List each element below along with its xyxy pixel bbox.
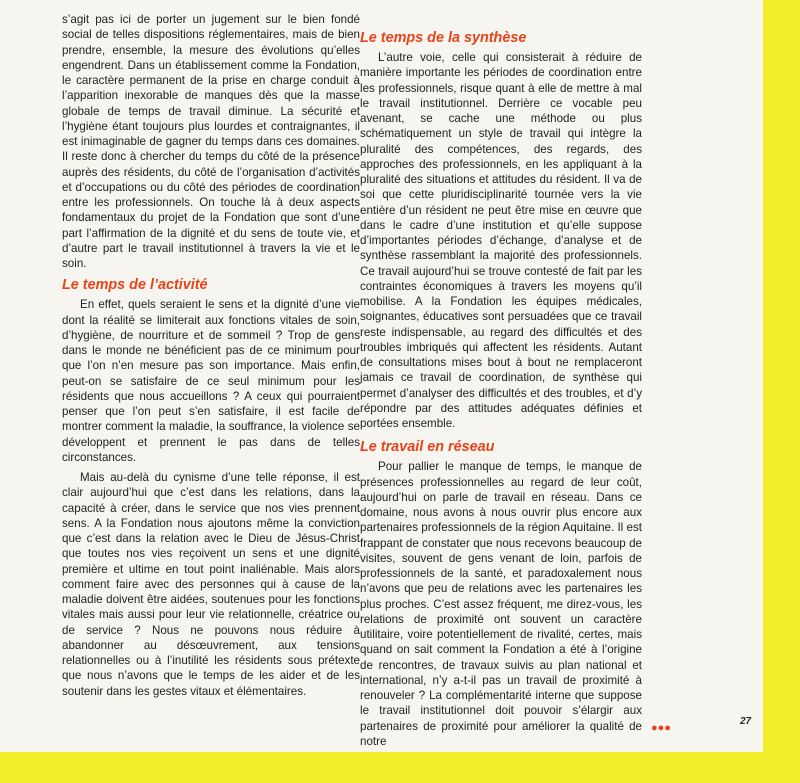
left-column [62, 12, 360, 699]
heading-temps-activite: Le temps de l’activité [62, 277, 208, 294]
page-number: 27 [740, 716, 752, 727]
left-paragraph-3: Mais au-delà du cynisme d’une telle réponse, il est clair aujourd’hui que c’est dans les relations, dans la capacité à créer, dans le service que nos vies prennent sens. A la Fondation nous ajoutons même la conviction que c’est dans la relation avec le Dieu de Jésus-Christ que toutes nos vies reçoivent un sens et une dignité première et ultime en tout point inaliénable. Mais alors comment faire avec des personnes qui à cause de la maladie doivent être aidées, soutenues pour les fonctions vitales mais aussi pour leur vie relationnelle, créatrice ou de service ? Nous ne pouvons nous réduire à abandonner au désœuvrement, aux tensions relationnelles ou à l’inutilité les résidents sous prétexte que nous n’avons que le temps de les aider et de les soutenir dans les gestes vitaux et élémentaires. [62, 471, 360, 698]
left-paragraph-2: En effet, quels seraient le sens et la dignité d’une vie dont la réalité se limiterait aux fonctions vitales de soin, d’hygiène, de nourriture et de sommeil ? Trop de gens dans le monde ne bénéficient pas de ce minimum pour que l’on n’en mesure pas son importance. Mais enfin, peut-on se satisfaire de ce seul minimum pour les résidents que nous accueillons ? A ceux qui pourraient penser que l’on peut s’en satisfaire, il est facile de montrer comment la maladie, la souffrance, la violence se développent et prennent le pas dans de telles circonstances. [62, 298, 360, 464]
right-paragraph-1: L’autre voie, celle qui consisterait à réduire de manière importante les périodes de coordination entre les professionnels, risque quant à elle de mettre à mal le travail institutionnel. Derrière ce vocable peu avenant, se cache une méthode ou plus schématiquement un style de travail qui intègre la pluralité des compétences, des regards, des approches des professionnels, en les appliquant à la pluralité des situations et attitudes du résident. Il va de soi que cette pluridisciplinarité tournée vers la vie entière d’un résident ne peut être mise en œuvre que dans le cadre d’une institution et qu’elle suppose d’importantes périodes d’échange, d’analyse et de synthèse rassemblant la majorité des professionnels. Ce travail aujourd’hui se trouve contesté de fait par les contraintes économiques à travers les moyens qu’il mobilise. A la Fondation les équipes médicales, soignantes, éducatives sont persuadées que ce travail reste indispensable, au regard des difficultés et des troubles imbriqués qui affectent les résidents. Autant de consultations mises bout à bout ne remplaceront jamais ce travail de coordination, de synthèse qui permet d’analyser des difficultés et des troubles, et d’y répondre par des attitudes adéquates définies et portées ensemble. [360, 51, 642, 430]
heading-travail-reseau: Le travail en réseau [360, 439, 495, 456]
yellow-bottom-band [0, 752, 800, 783]
yellow-side-band [763, 0, 800, 783]
heading-temps-synthese: Le temps de la synthèse [360, 30, 527, 46]
left-paragraph-1: s’agit pas ici de porter un jugement sur le bien fondé social de telles dispositions réglementaires, mais de bien prendre, ensemble, la mesure des évolutions qu’elles engendrent. Dans un établissement comme la Fondation, le caractère permanent de la prise en charge conduit à l’apparition inexorable de manques dès que la masse globale de temps de travail diminue. La sécurité et l’hygiène étant toujours plus lourdes et contraignantes, il est inimaginable de gagner du temps dans ces domaines. Il reste donc à chercher du temps du côté de la présence auprès des résidents, du côté de l’organisation d’activités et d’occupations ou du côté des périodes de coordination entre les professionnels. On touche là à deux aspects fondamentaux du projet de la Fondation que sont d’une part l’affirmation de la dignité et du sens de toute vie, et d’autre part le travail institutionnel à travers la vie et le soin. [62, 13, 360, 270]
right-column [360, 22, 642, 749]
decorative-dots: ●●● [651, 722, 671, 734]
right-paragraph-2: Pour pallier le manque de temps, le manque de présences professionnelles au regard de leur coût, aujourd’hui on parle de travail en réseau. Dans ce domaine, nous avons à nous ouvrir plus encore aux partenaires professionnels de la région Aquitaine. Il est frappant de constater que nous recevons beaucoup de visites, souvent de gens venant de loin, parfois de professionnels de la santé, et paradoxalement nous n’avons que peu de relations avec les partenaires les plus proches. C’est assez fréquent, me direz-vous, les relations de proximité ont souvent un caractère utilitaire, voire potentiellement de rivalité, certes, mais quand on sait comment la Fondation a été à l’origine de rencontres, de travaux suivis au plan national et international, n’y a-t-il pas un travail de proximité à renouveler ? La complémentarité interne que suppose le travail institutionnel doit pouvoir s’élargir aux partenaires de proximité pour améliorer la qualité de notre [360, 460, 642, 748]
